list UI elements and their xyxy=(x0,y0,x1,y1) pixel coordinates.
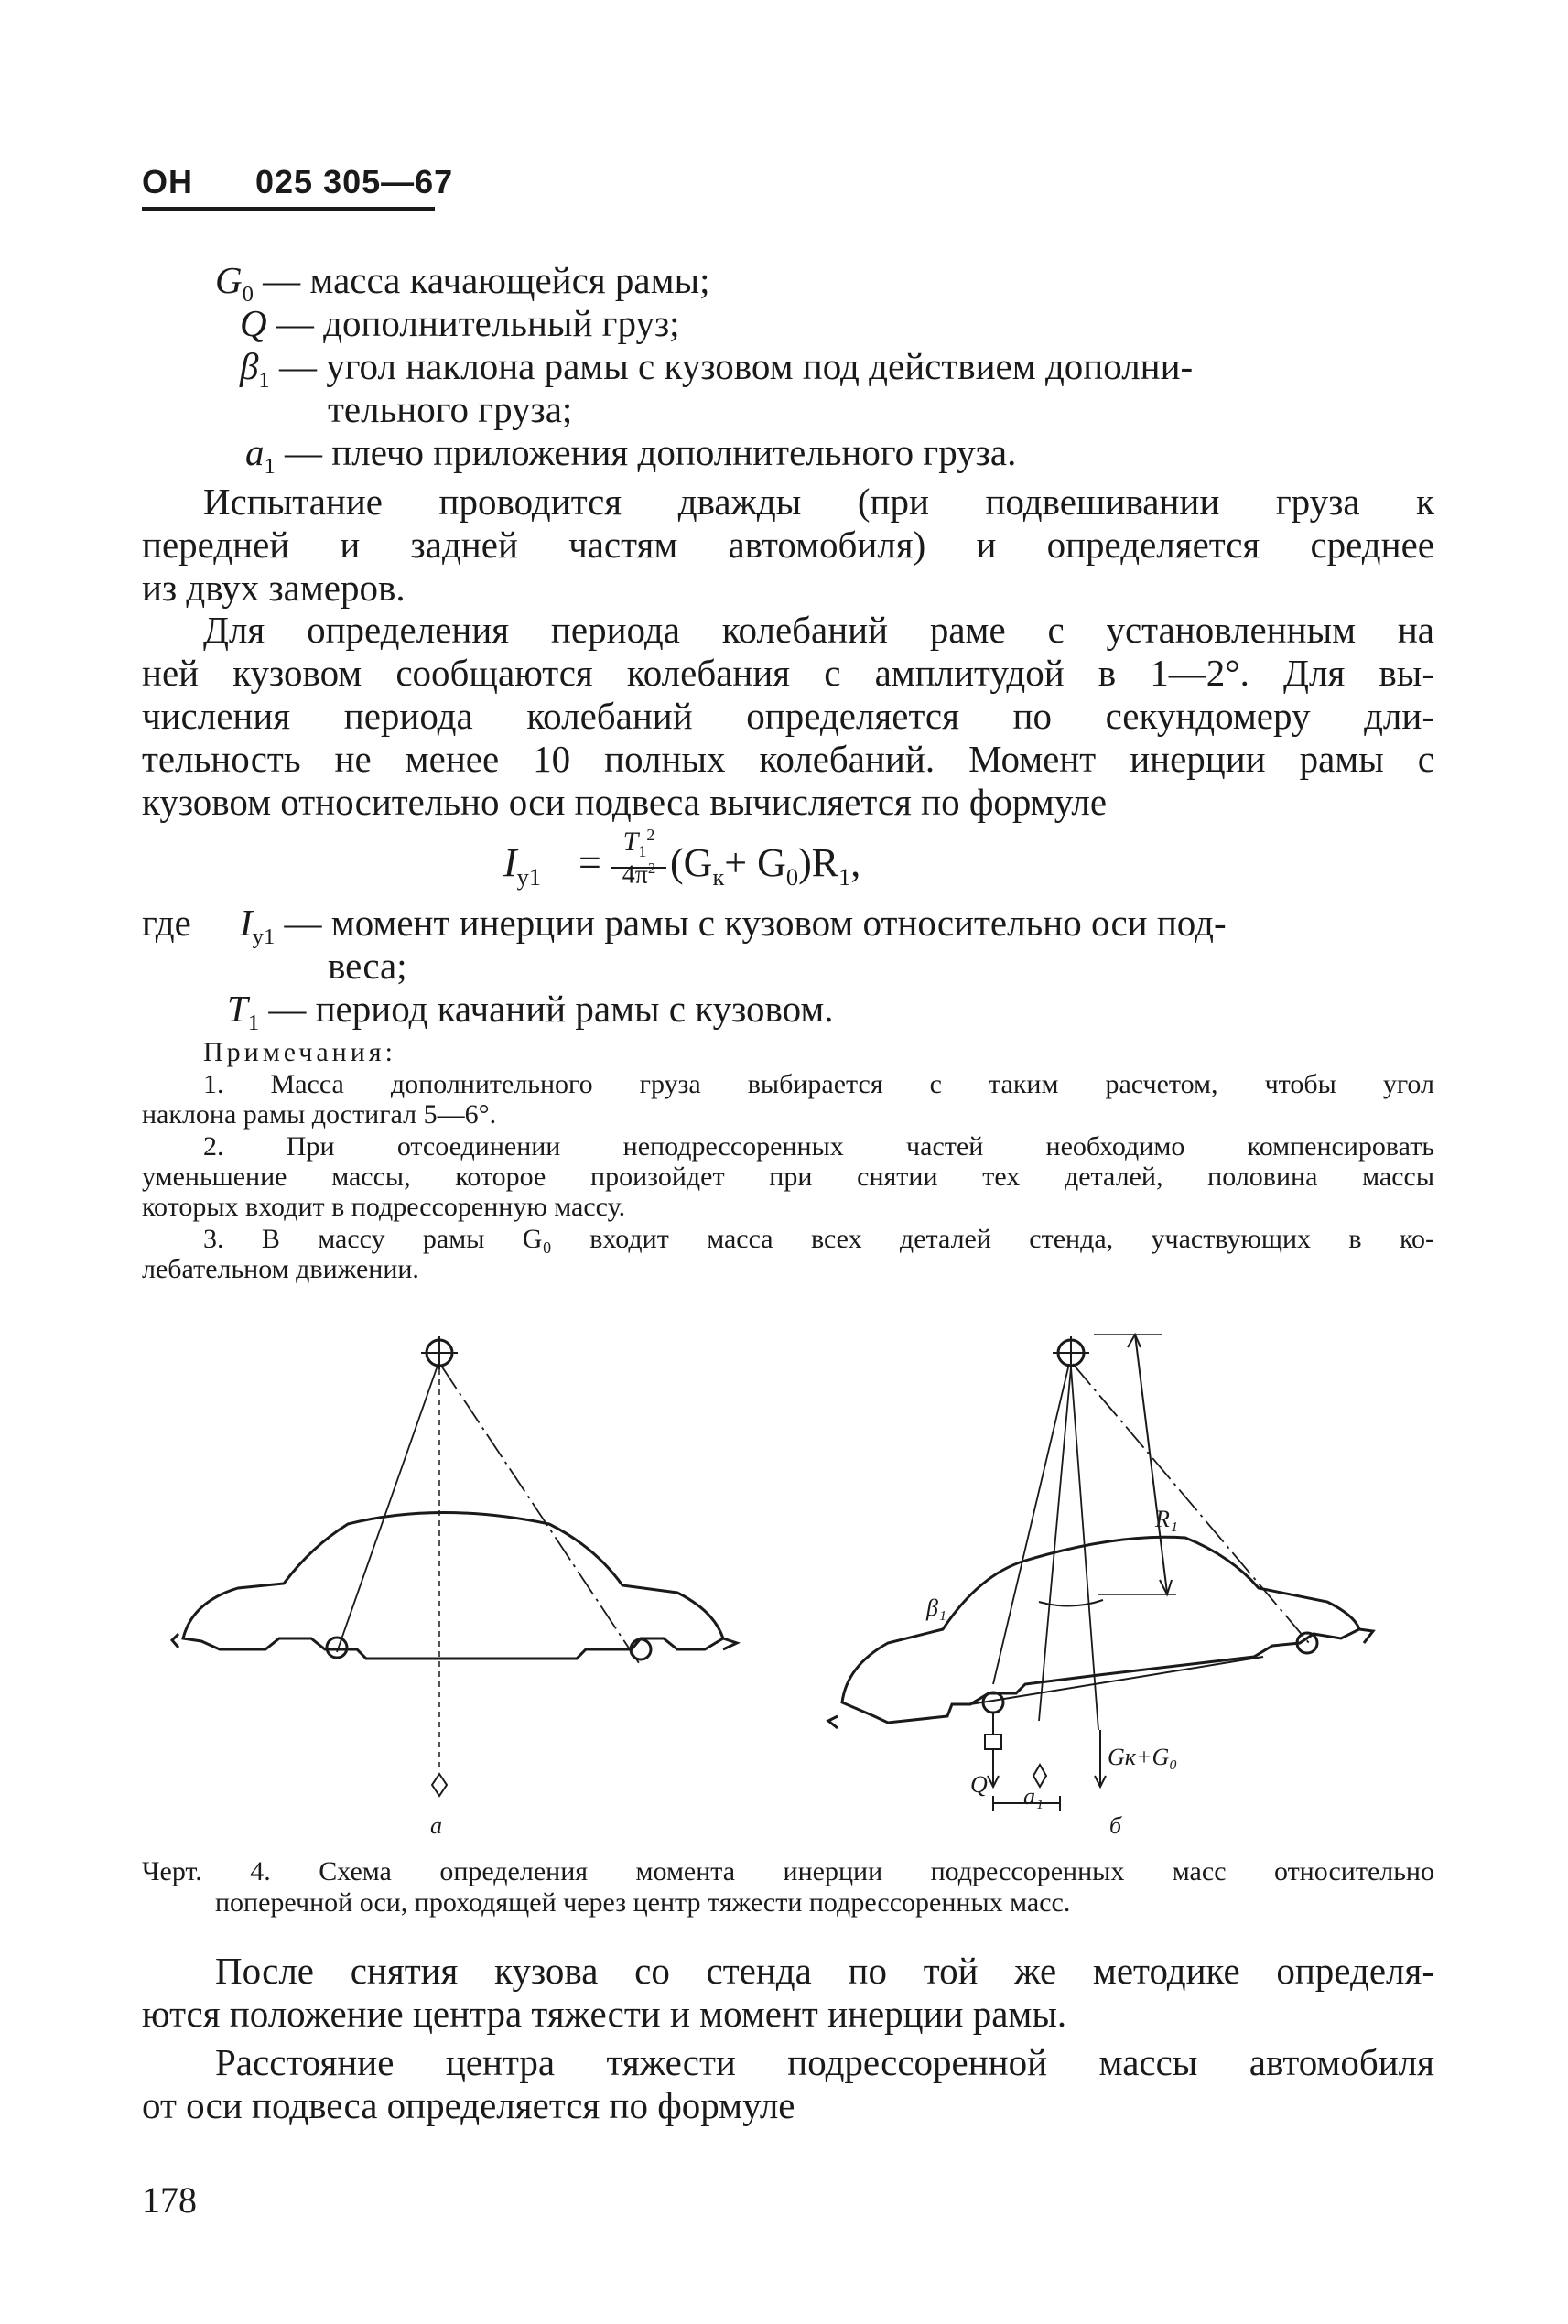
note-line4: уменьшение массы, которое произойдет при снятии тех деталей, половина массы xyxy=(142,1162,1434,1192)
note-line1: 1. Масса дополнительного груза выбирается с таким расчетом, чтобы угол xyxy=(203,1069,1434,1099)
note-line3: 2. При отсоединении неподрессоренных частей необходимо компенсировать xyxy=(203,1131,1434,1162)
para3-line2: ются положение центра тяжести и момент инерции рамы. xyxy=(142,1993,1067,2035)
radius-dimension-b xyxy=(1135,1335,1167,1593)
note-line7: лебательном движении. xyxy=(142,1254,419,1284)
formula-moment: $I_{y1}$ = $T_1^2$ $4\pi^2$ $(G_к+ G_0)R_1$, xyxy=(503,819,979,892)
caption-line2: поперечной оси, проходящей через центр тяжести подрессоренных масс. xyxy=(215,1887,1071,1918)
figure-b xyxy=(828,1335,1373,1811)
fig-label-b: б xyxy=(1109,1812,1122,1839)
where-iy1-cont: веса; xyxy=(328,945,407,987)
fig-a1-label: a₁ xyxy=(1023,1783,1044,1810)
para3-line1: После снятия кузова со стенда по той же методике определя- xyxy=(215,1950,1434,1992)
fig-r-label: R₁ xyxy=(1155,1506,1178,1532)
note-line2: наклона рамы достигал 5—6°. xyxy=(142,1099,497,1130)
page-number: 178 xyxy=(142,2179,197,2221)
header-prefix: ОН xyxy=(142,163,193,200)
fig-beta-label: β₁ xyxy=(926,1594,946,1621)
note-line5: которых входит в подрессоренную массу. xyxy=(142,1192,626,1222)
fig-label-a: а xyxy=(430,1812,442,1839)
car-body-a xyxy=(183,1513,723,1659)
fig-q-label: Q xyxy=(970,1771,988,1798)
document-header xyxy=(142,163,453,201)
para1-line3: из двух замеров. xyxy=(142,567,406,609)
caption-line1: Черт. 4. Схема определения момента инерции подрессоренных масс относительно xyxy=(142,1856,1434,1886)
para2-line4: тельность не менее 10 полных колебаний. Момент инерции рамы с xyxy=(142,738,1434,780)
para2-line3: числения периода колебаний определяется по секундомеру дли- xyxy=(142,695,1434,737)
support-roller-a-left xyxy=(327,1638,347,1658)
def-q: Q — дополнительный груз; xyxy=(240,302,680,344)
beta-arc-b xyxy=(1039,1600,1103,1606)
para2-line2: ней кузовом сообщаются колебания с амплитудой в 1—2°. Для вы- xyxy=(142,652,1434,694)
para1-line1: Испытание проводится дважды (при подвешивании груза к xyxy=(203,481,1434,523)
where-t1: $T_1$ — период качаний рамы с кузовом. xyxy=(227,988,834,1036)
support-roller-a-right xyxy=(631,1639,651,1659)
para4-line1: Расстояние центра тяжести подрессоренной массы автомобиля xyxy=(215,2041,1434,2083)
def-a1: $a_1$ — плечо приложения дополнительного груза. xyxy=(245,431,1017,480)
note-line6: 3. В массу рамы G₀ входит масса всех деталей стенда, участвующих в ко- xyxy=(203,1224,1434,1254)
suspension-line-a-left xyxy=(337,1366,438,1652)
fig-gk-label: Gк+G₀ xyxy=(1108,1744,1178,1770)
header-code: 025 305—67 xyxy=(255,163,454,200)
para2-line1: Для определения периода колебаний раме с установленным на xyxy=(203,609,1434,651)
load-weight-box-icon xyxy=(985,1735,1001,1749)
suspension-line-b-right xyxy=(1073,1364,1309,1643)
where-word: где xyxy=(142,902,191,944)
para2-line5: кузовом относительно оси подвеса вычисляется по формуле xyxy=(142,781,1108,823)
figure-a xyxy=(172,1336,737,1796)
def-beta1: $\beta_1$ — угол наклона рамы с кузовом под действием дополни- xyxy=(240,345,1194,394)
header-rule xyxy=(142,207,435,211)
suspension-line-b-left xyxy=(993,1364,1069,1684)
car-body-b xyxy=(842,1537,1359,1723)
where-iy1: $I_{y1}$ — момент инерции рамы с кузовом относительно оси под- xyxy=(240,902,1227,950)
def-g0: $G_0$ — масса качающейся рамы; xyxy=(215,259,710,308)
figure-diagram xyxy=(165,1327,1465,1849)
para4-line2: от оси подвеса определяется по формуле xyxy=(142,2084,795,2126)
notes-title: Примечания: xyxy=(203,1037,396,1067)
def-beta1-cont: тельного груза; xyxy=(328,388,573,430)
cg-marker-a-icon xyxy=(432,1774,447,1796)
para1-line2: передней и задней частям автомобиля) и определяется среднее xyxy=(142,524,1434,566)
suspension-line-a-right xyxy=(441,1366,641,1666)
